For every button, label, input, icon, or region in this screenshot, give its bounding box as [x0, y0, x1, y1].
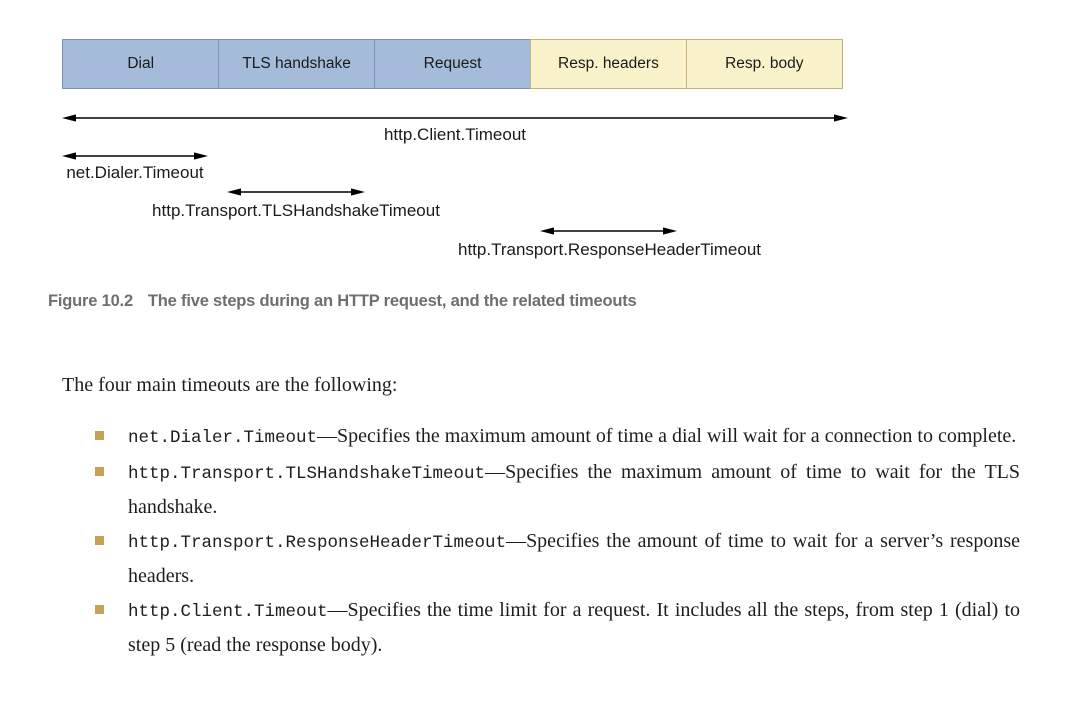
- term-description: —Specifies the time limit for a request. It includes all the steps, from step 1 (dial) to step 5 (read the response body).: [128, 599, 1020, 656]
- figure-number: Figure 10.2: [48, 292, 133, 310]
- step-label: Request: [423, 55, 482, 72]
- step-box-resp-body: [686, 39, 843, 89]
- figure-caption-text: The five steps during an HTTP request, and the related timeouts: [147, 292, 637, 310]
- step-box-tls-handshake: [218, 39, 375, 89]
- code-term: http.Client.Timeout: [128, 602, 328, 622]
- timeout-label-dialer-timeout: net.Dialer.Timeout: [66, 163, 204, 182]
- step-label: Resp. body: [725, 55, 804, 72]
- list-item: [95, 420, 1020, 455]
- term-description: —Specifies the amount of time to wait for a server’s response headers.: [128, 530, 1020, 587]
- code-term: net.Dialer.Timeout: [128, 428, 318, 448]
- step-label: Resp. headers: [558, 55, 659, 72]
- code-term: http.Transport.TLSHandshakeTimeout: [128, 464, 486, 484]
- step-label: TLS handshake: [242, 55, 351, 72]
- square-bullet-icon: [95, 536, 104, 545]
- double-arrow-tls-handshake-timeout: [227, 186, 365, 198]
- double-arrow-client-timeout: [62, 112, 848, 124]
- list-item: [95, 594, 1020, 662]
- double-arrow-response-header-timeout: [540, 225, 677, 237]
- square-bullet-icon: [95, 605, 104, 614]
- figure-caption: [48, 292, 637, 311]
- timeout-list: [95, 420, 1020, 663]
- square-bullet-icon: [95, 431, 104, 440]
- code-term: http.Transport.ResponseHeaderTimeout: [128, 533, 507, 553]
- term-description: —Specifies the maximum amount of time to wait for the TLS handshake.: [128, 461, 1020, 518]
- timeout-label-client-timeout: http.Client.Timeout: [383, 125, 527, 144]
- double-arrow-dialer-timeout: [62, 150, 208, 162]
- timeout-label-response-header-timeout: http.Transport.ResponseHeaderTimeout: [458, 240, 762, 259]
- http-request-steps-row: [62, 39, 843, 89]
- step-box-request: [374, 39, 531, 89]
- list-item: [95, 525, 1020, 593]
- intro-paragraph: The four main timeouts are the following:: [62, 374, 398, 396]
- list-item: [95, 456, 1020, 524]
- term-description: —Specifies the maximum amount of time a dial will wait for a connection to complete.: [317, 425, 1017, 447]
- step-box-resp-headers: [530, 39, 687, 89]
- step-box-dial: [62, 39, 219, 89]
- square-bullet-icon: [95, 467, 104, 476]
- step-label: Dial: [127, 55, 155, 72]
- timeout-label-tls-handshake-timeout: http.Transport.TLSHandshakeTimeout: [152, 201, 440, 220]
